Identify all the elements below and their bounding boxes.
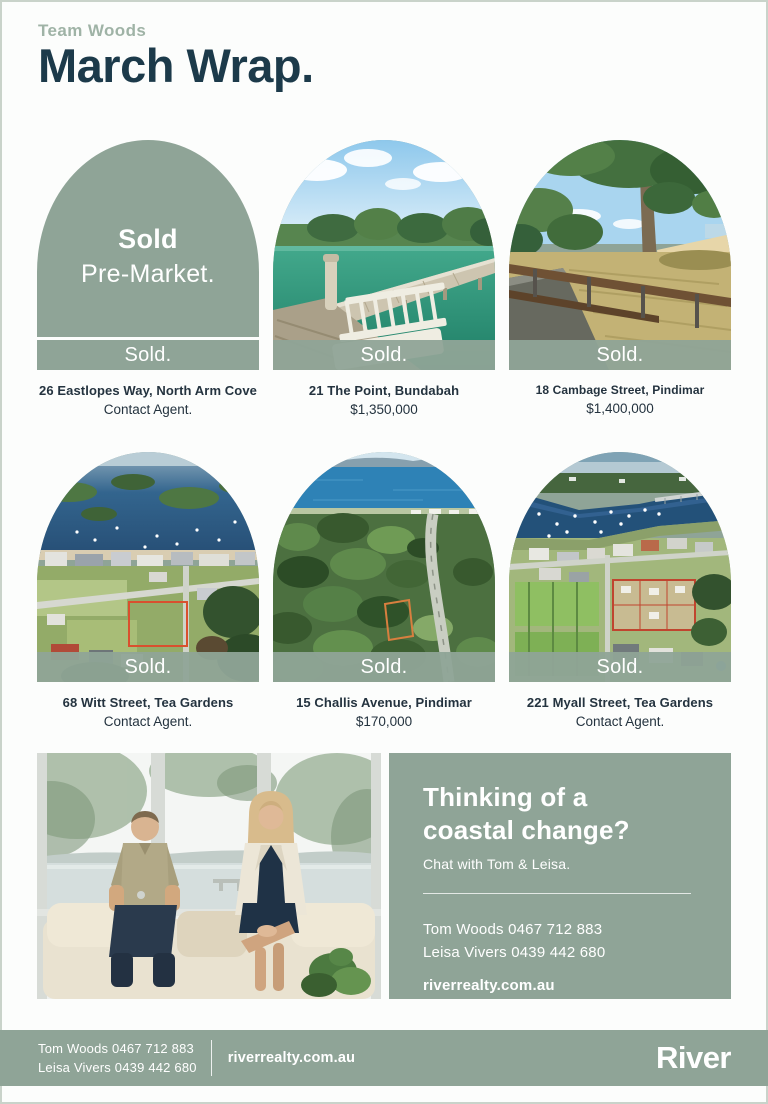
property-price: Contact Agent. [103, 402, 193, 417]
sold-premarket-arch [37, 140, 259, 370]
team-photo [37, 753, 381, 999]
cta-heading-line1: Thinking of a [423, 782, 588, 812]
property-price: Contact Agent. [103, 714, 193, 729]
team-label: Team Woods [38, 21, 147, 40]
cta-divider [423, 893, 691, 894]
cta-section [37, 753, 731, 999]
property-address: 221 Myall Street, Tea Gardens [526, 695, 714, 710]
property-photo-beach-path [509, 140, 731, 370]
river-logo: River [655, 1040, 731, 1075]
property-address: 15 Challis Avenue, Pindimar [296, 695, 472, 710]
property-caption [490, 383, 750, 416]
page-title: March Wrap. [38, 39, 314, 92]
property-photo-aerial-witt [37, 452, 259, 682]
cta-contact-leisa: Leisa Vivers 0439 442 680 [423, 943, 606, 961]
property-address: 68 Witt Street, Tea Gardens [62, 695, 234, 710]
sold-banner: Sold. [509, 340, 731, 370]
property-cards-grid [37, 140, 731, 764]
cta-contacts [423, 919, 703, 964]
property-photo-aerial-myall [509, 452, 731, 682]
property-caption [490, 695, 750, 729]
sold-premarket-line2: Pre-Market. [81, 260, 215, 288]
cta-website-link[interactable]: riverrealty.com.au [423, 977, 555, 995]
property-caption [254, 383, 514, 417]
footer-website-link[interactable]: riverrealty.com.au [227, 1050, 356, 1066]
sold-banner: Sold. [509, 652, 731, 682]
property-card-myall [509, 452, 731, 764]
sold-banner: Sold. [37, 337, 259, 370]
property-card-challis [273, 452, 495, 764]
cta-heading-line2: coastal change? [423, 815, 630, 846]
cta-panel [389, 753, 731, 999]
property-address: 18 Cambage Street, Pindimar [535, 383, 705, 397]
footer-contact-leisa: Leisa Vivers 0439 442 680 [38, 1060, 197, 1075]
property-photo-aerial-challis [273, 452, 495, 682]
property-card-cambage [509, 140, 731, 452]
property-address: 21 The Point, Bundabah [308, 383, 460, 398]
property-card-eastlopes [37, 140, 259, 452]
property-card-witt [37, 452, 259, 764]
footer-bar [0, 1030, 768, 1086]
sold-banner: Sold. [273, 652, 495, 682]
property-caption [18, 695, 278, 729]
footer-divider [211, 1040, 212, 1076]
footer-contact-tom: Tom Woods 0467 712 883 [38, 1040, 194, 1056]
property-caption [254, 695, 514, 729]
property-price: Contact Agent. [575, 714, 665, 729]
sold-banner: Sold. [273, 340, 495, 370]
cta-heading [423, 781, 703, 847]
property-price: $170,000 [355, 714, 413, 729]
sold-premarket-text [37, 224, 259, 289]
cta-subheading: Chat with Tom & Leisa. [423, 856, 571, 873]
property-caption [18, 383, 278, 417]
header [0, 0, 768, 92]
sold-banner: Sold. [37, 652, 259, 682]
footer-contacts [38, 1039, 197, 1078]
property-price: $1,400,000 [586, 401, 654, 416]
property-price: $1,350,000 [350, 402, 418, 417]
cta-contact-tom: Tom Woods 0467 712 883 [423, 921, 603, 939]
property-photo-jetty [273, 140, 495, 370]
sold-premarket-line1: Sold [118, 224, 178, 254]
property-address: 26 Eastlopes Way, North Arm Cove [39, 383, 257, 398]
property-card-the-point [273, 140, 495, 452]
